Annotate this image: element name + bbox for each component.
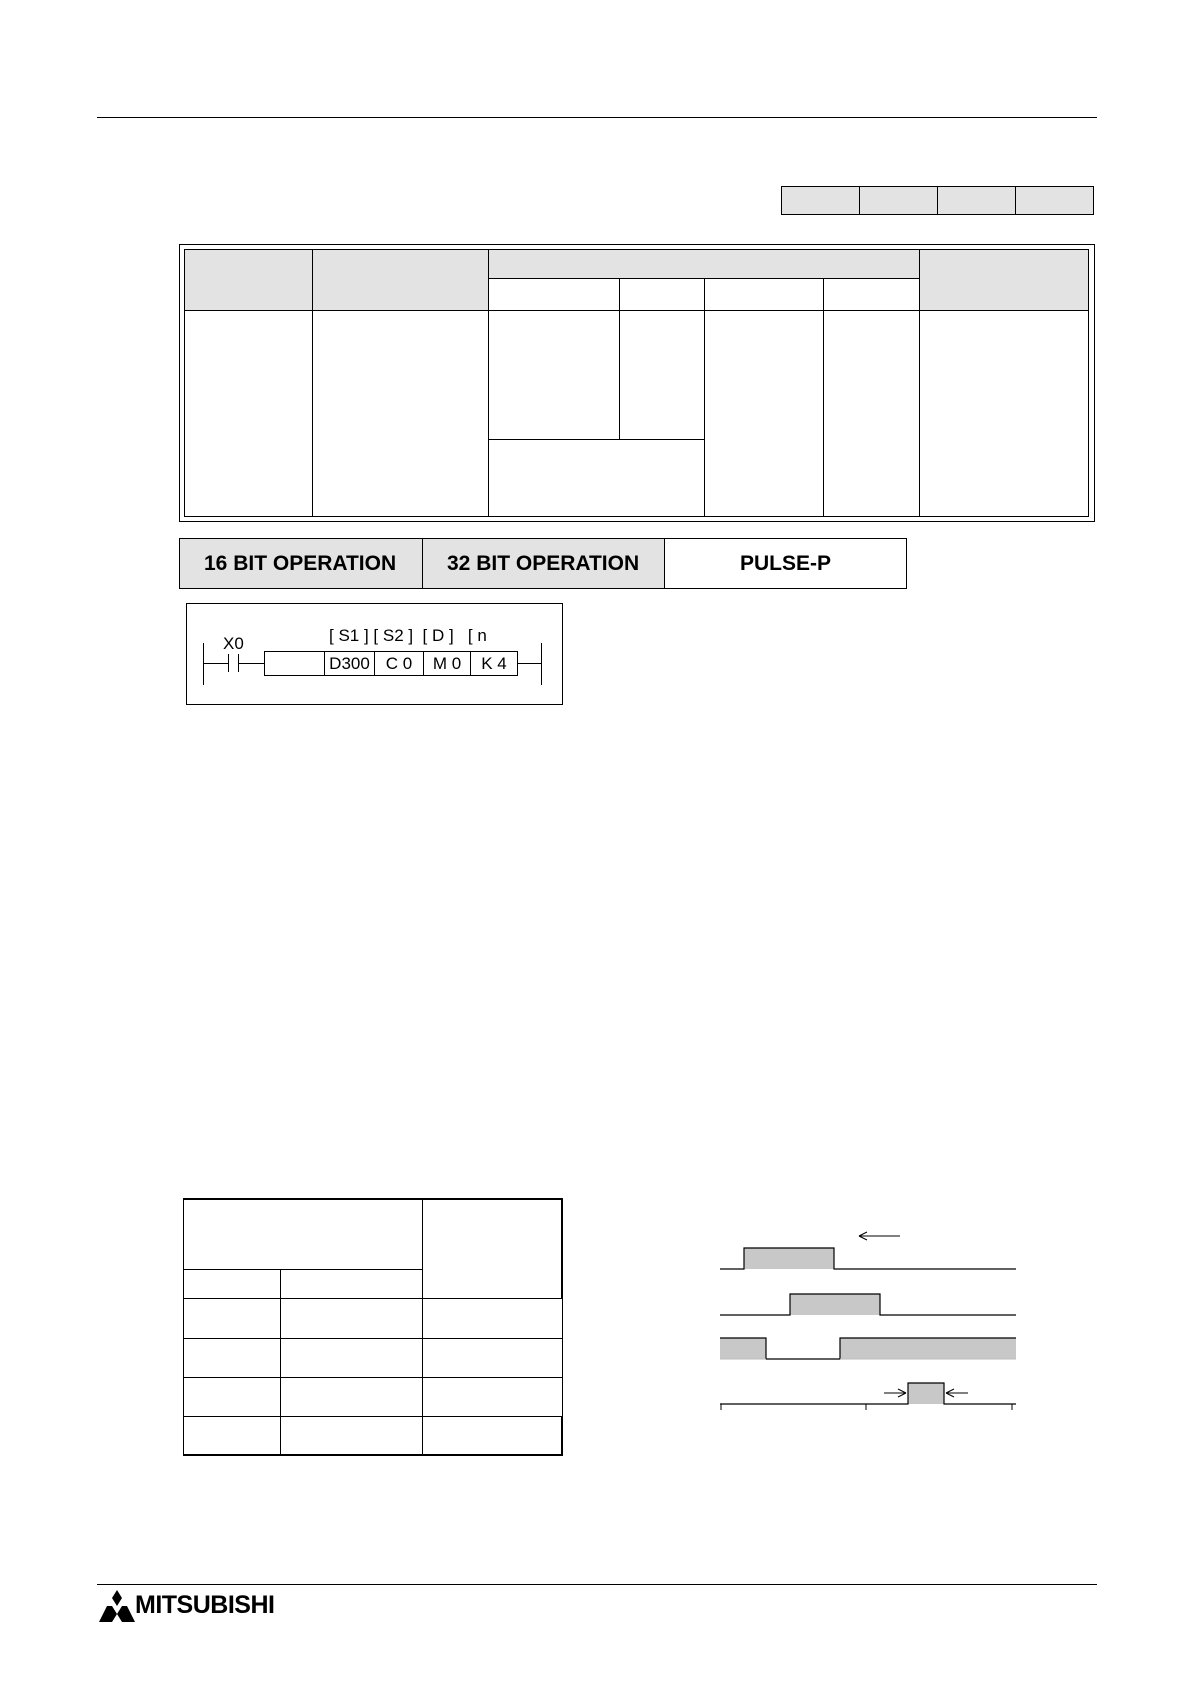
table-row-3-col-3: [422, 1377, 563, 1417]
table-row-1-col-1: [183, 1298, 281, 1339]
table-row-3-col-1: [183, 1377, 281, 1417]
bottom-table-header-group: [183, 1198, 423, 1270]
table-row-2-col-1: [183, 1338, 281, 1378]
op-32bit: [422, 538, 665, 589]
operand-table-body-1: [184, 310, 313, 517]
arrow-right: [884, 1389, 906, 1397]
arrow-left-top: [859, 1232, 900, 1240]
table-row-2-col-2: [280, 1338, 423, 1378]
mitsubishi-diamonds-icon: [99, 1590, 135, 1622]
ladder-wire-1: [204, 663, 228, 664]
signal-4: [720, 1383, 1016, 1410]
bottom-table-subheader-1: [183, 1269, 281, 1299]
top-box-1: [781, 186, 860, 215]
operand-table-subheader-4: [823, 278, 920, 311]
header-rule: [97, 117, 1097, 118]
table-row-4-col-3: [422, 1416, 563, 1456]
table-row-4-col-2: [280, 1416, 423, 1456]
instruction-cell: [264, 651, 325, 676]
op-16bit-label: 16 BIT OPERATION: [204, 551, 397, 575]
operand-table-subheader-1: [488, 278, 620, 311]
operand-table-header-1: [184, 249, 313, 311]
logo-text: MITSUBISHI: [135, 1591, 275, 1619]
table-row-4-col-1: [183, 1416, 281, 1456]
operand-s2: C 0: [374, 651, 424, 676]
operand-table-header-2: [312, 249, 489, 311]
timing-diagram: [720, 1220, 1020, 1420]
signal-1: [720, 1248, 1016, 1269]
top-box-2: [859, 186, 938, 215]
ladder-wire-3: [518, 663, 541, 664]
ladder-right-rail: [541, 643, 542, 685]
operand-table-body-4a: [619, 310, 705, 440]
operand-s1: D300: [324, 651, 375, 676]
signal-2: [720, 1294, 1016, 1315]
table-row-2-col-3: [422, 1338, 563, 1378]
operand-table-subheader-2: [619, 278, 705, 311]
contact-bar-left: [228, 654, 229, 672]
bottom-table-subheader-2: [280, 1269, 423, 1299]
op-pulse: [664, 538, 907, 589]
op-16bit: [179, 538, 423, 589]
operand-header: [ S1 ] [ S2 ] [ D ] [ n: [329, 626, 487, 645]
operand-table-body-3a: [488, 310, 620, 440]
operand-table-body-2: [312, 310, 489, 517]
operand-table-subheader-3: [704, 278, 824, 311]
footer-rule: [97, 1584, 1097, 1585]
table-row-1-col-3: [422, 1298, 563, 1339]
top-box-3: [937, 186, 1016, 215]
ladder-left-rail: [203, 643, 204, 685]
bottom-table-header-right: [422, 1198, 563, 1299]
operand-table-header-group: [488, 249, 920, 279]
bottom-table: [183, 1198, 563, 1456]
table-row-1-col-2: [280, 1298, 423, 1339]
operand-table-body-6: [823, 310, 920, 517]
op-32bit-label: 32 BIT OPERATION: [447, 551, 640, 575]
operand-table-header-last: [919, 249, 1089, 311]
operand-d: M 0: [423, 651, 471, 676]
op-pulse-label: PULSE-P: [739, 551, 831, 575]
operand-table-body-5: [704, 310, 824, 517]
top-box-4: [1015, 186, 1094, 215]
operand-table-body-34b: [488, 439, 705, 517]
operand-n: K 4: [470, 651, 518, 676]
contact-label: X0: [223, 634, 244, 653]
signal-3: [720, 1338, 1016, 1359]
arrow-left: [946, 1389, 968, 1397]
ladder-wire-2: [239, 663, 264, 664]
operand-table-body-7: [919, 310, 1089, 517]
table-row-3-col-2: [280, 1377, 423, 1417]
